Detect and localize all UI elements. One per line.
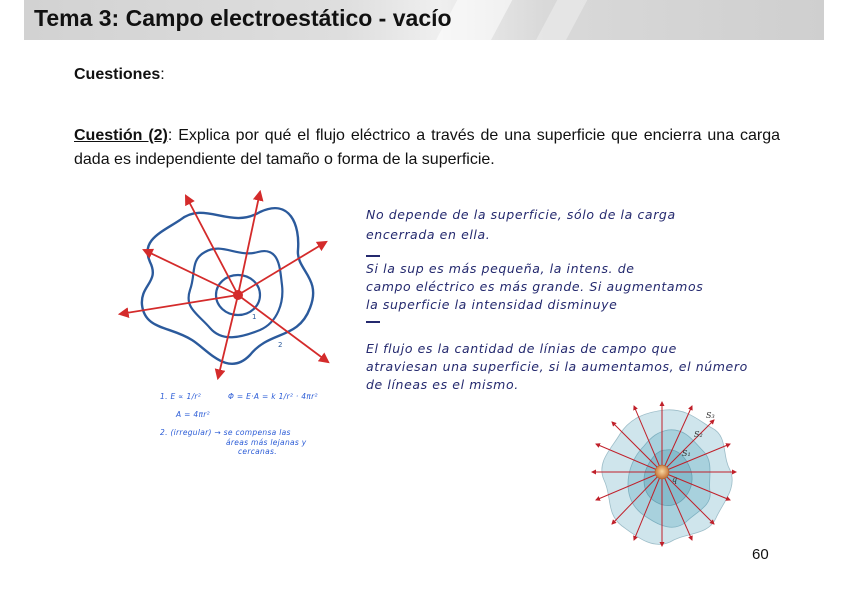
slide-title: Tema 3: Campo electroestático - vacío xyxy=(34,5,452,31)
answer-line: El flujo es la cantidad de línias de campo que xyxy=(366,341,677,356)
hand-sketch-diagram xyxy=(110,190,350,380)
textbook-label-s2: S₂ xyxy=(694,430,703,439)
title-bar xyxy=(24,0,824,40)
section-heading-colon: : xyxy=(160,66,165,83)
page-number: 60 xyxy=(752,546,769,563)
field-line xyxy=(120,295,238,314)
answer-line: la superficie la intensidad disminuye xyxy=(366,297,618,312)
question-label-colon: : xyxy=(167,127,173,144)
textbook-label-s3: S₃ xyxy=(706,411,715,420)
math-note: A = 4πr² xyxy=(176,410,210,419)
section-heading xyxy=(74,66,165,84)
answer-line: campo eléctrico es más grande. Si augmentamos xyxy=(366,279,704,294)
textbook-figure xyxy=(590,400,740,550)
surface-label-1: 1 xyxy=(252,313,257,321)
math-note: áreas más lejanas y xyxy=(226,438,307,447)
answer-dash xyxy=(366,321,380,323)
charge xyxy=(233,290,243,300)
answer-line: encerrada en ella. xyxy=(366,227,491,242)
question-label: Cuestión (2) xyxy=(74,127,168,144)
math-note: Φ = E·A = k 1/r² · 4πr² xyxy=(228,392,318,401)
section-heading-label: Cuestiones xyxy=(74,66,161,83)
field-line xyxy=(186,196,238,295)
surface-label-2: 2 xyxy=(278,341,283,349)
textbook-charge xyxy=(655,465,669,479)
handwritten-math-notes xyxy=(158,392,348,462)
title-bar-decoration xyxy=(520,0,598,40)
answer-line: No depende de la superficie, sólo de la carga xyxy=(366,207,676,222)
math-note: cercanas. xyxy=(238,447,277,456)
answer-line: de líneas es el mismo. xyxy=(366,377,519,392)
answer-line: Si la sup es más pequeña, la intens. de xyxy=(366,261,635,276)
answer-dash xyxy=(366,255,380,257)
math-note: 2. (irregular) → se compensa las xyxy=(160,428,291,437)
textbook-label-q: q xyxy=(672,475,678,484)
field-line xyxy=(238,192,260,295)
question-body: Explica por qué el flujo eléctrico a través de una superficie que encierra una carga dada es independiente del tamaño o forma de la superficie. xyxy=(74,127,780,168)
textbook-label-s1: S₁ xyxy=(682,449,691,458)
math-note: 1. E ∝ 1/r² xyxy=(160,392,202,401)
answer-line: atraviesan una superficie, si la aumentamos, el número xyxy=(366,359,748,374)
question-text xyxy=(74,124,780,172)
